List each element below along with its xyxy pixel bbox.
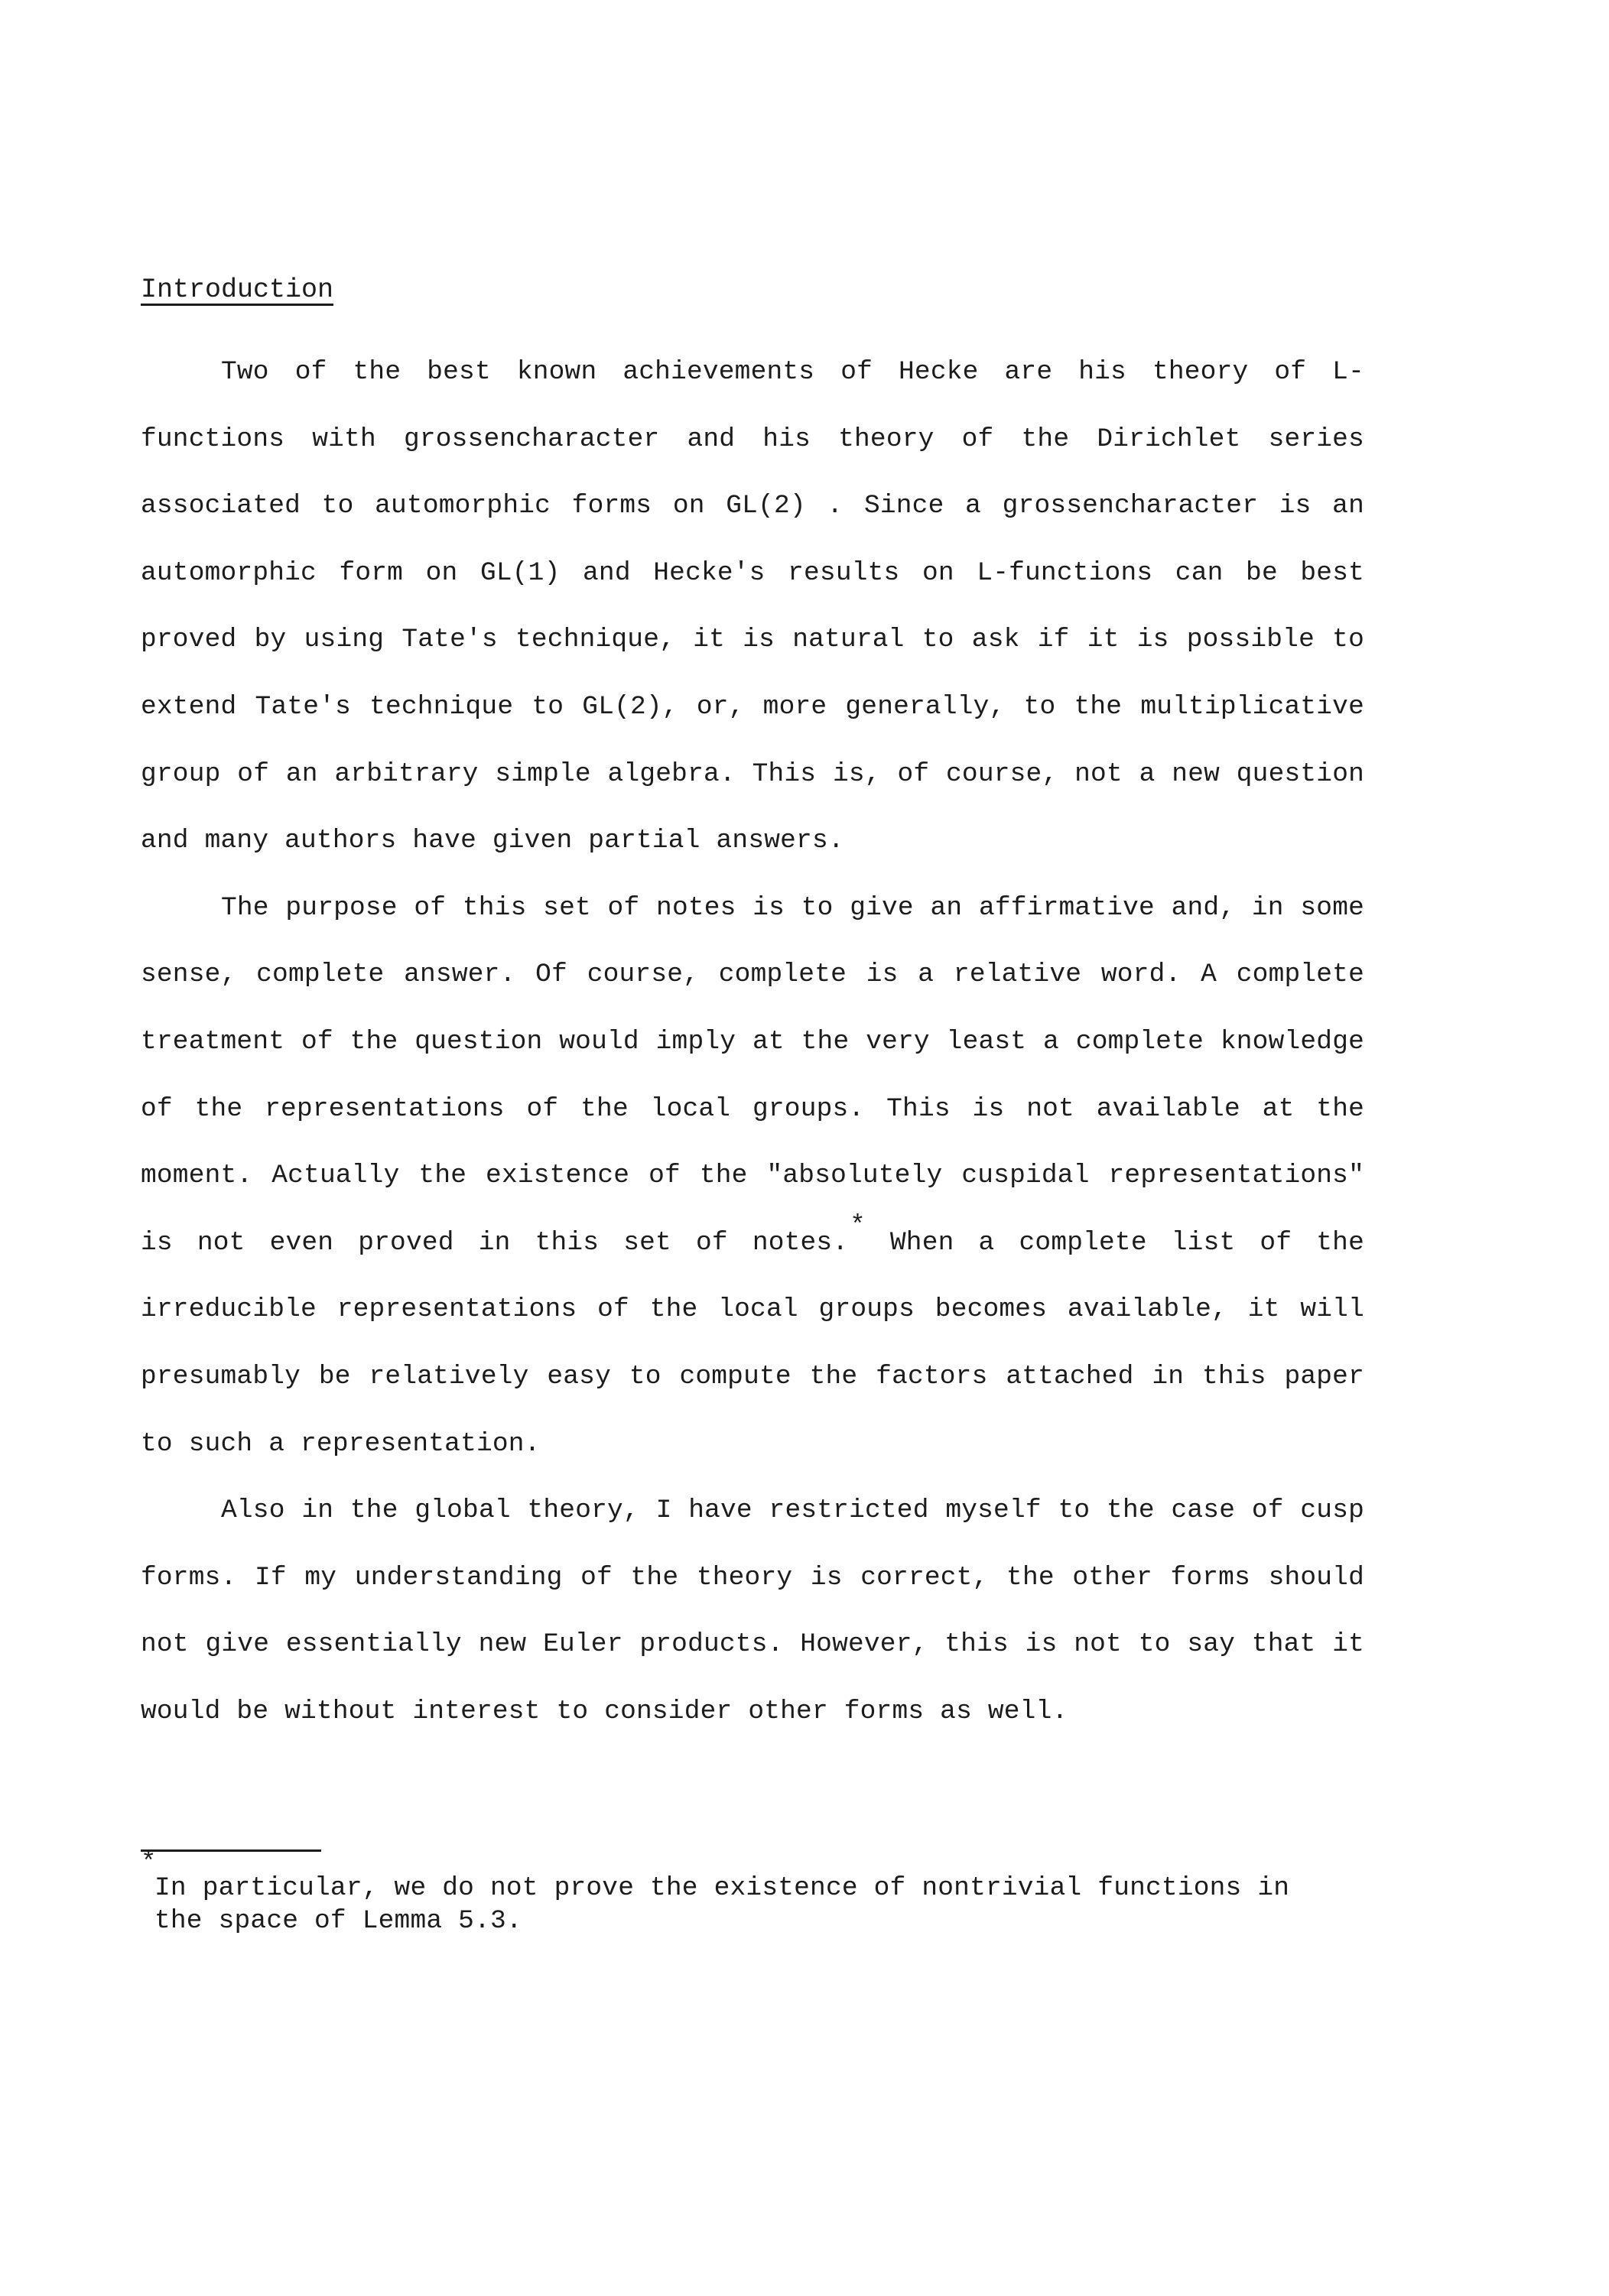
- paragraph-3: Also in the global theory, I have restricted myself to the case of cusp forms. If my understanding of the theory is correct, the other forms should not give essentially new Euler products. However, this is not to say that it would be without interest to consider other forms as well.: [141, 1495, 1364, 1726]
- paragraph-2-text: The purpose of this set of notes is to give an affirmative and, in some sense, complete answer. Of course, complete is a relative word. A complete treatment of the question would imply at the very least a complete knowledge of the representations of the local groups. This is not available at the moment. Actually the existence of the "absolutely cuspidal representations" is not even proved in this set of notes.: [141, 892, 1364, 1258]
- paragraph-2: [141, 875, 1364, 1477]
- body-text: [141, 339, 1364, 1745]
- paragraph-2-continuation: When a complete list of the irreducible representations of the local groups becomes available, it will presumably be relatively easy to compute the factors attached in this paper to such a representation.: [141, 1227, 1364, 1459]
- footnote-reference-marker: *: [850, 1211, 866, 1241]
- footnote: [141, 1849, 1334, 1937]
- footnote-marker: *: [141, 1849, 157, 1878]
- footnote-rule: [141, 1849, 321, 1852]
- section-heading: Introduction: [141, 274, 334, 305]
- footnote-text: In particular, we do not prove the existence of nontrivial functions in the space of Lemma 5.3.: [154, 1873, 1290, 1936]
- paragraph-1: Two of the best known achievements of Hecke are his theory of L-functions with grossencharacter and his theory of the Dirichlet series associated to automorphic forms on GL(2) . Since a grossencharacter is an automorphic form on GL(1) and Hecke's results on L-functions can be best proved by using Tate's technique, it is natural to ask if it is possible to extend Tate's technique to GL(2), or, more generally, to the multiplicative group of an arbitrary simple algebra. This is, of course, not a new question and many authors have given partial answers.: [141, 357, 1364, 856]
